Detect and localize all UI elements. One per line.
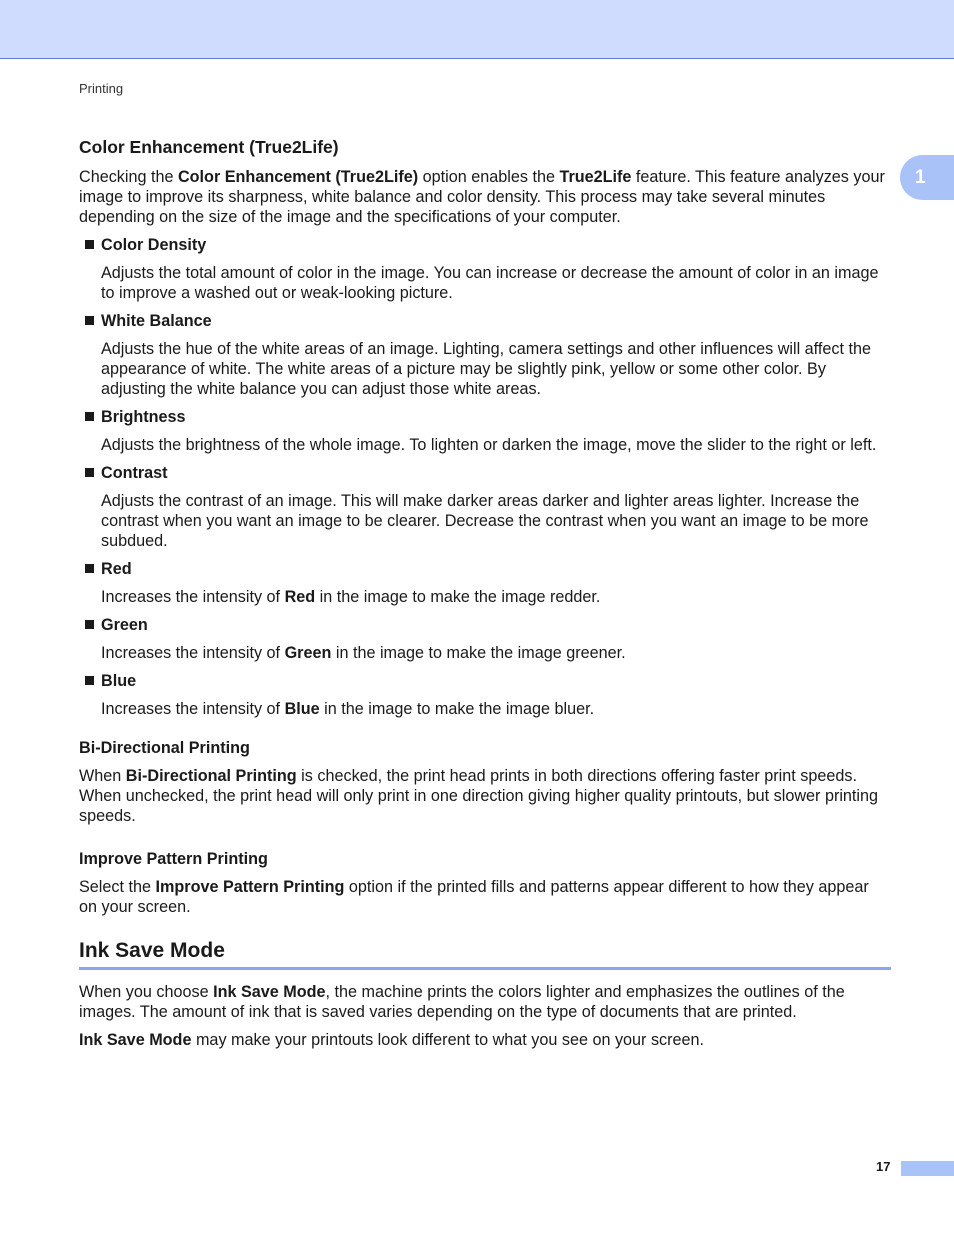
- text-run: Checking the: [79, 168, 178, 186]
- square-bullet-icon: [85, 468, 94, 477]
- bullet-body: Adjusts the brightness of the whole image. To lighten or darken the image, move the slider to the right or left.: [101, 436, 877, 454]
- bold-run: Ink Save Mode: [213, 983, 326, 1001]
- list-item-contrast: [79, 463, 891, 551]
- list-item-brightness: [79, 407, 891, 455]
- list-item-green: [79, 615, 891, 663]
- text-run: in the image to make the image redder.: [315, 588, 601, 606]
- header-band: [0, 0, 954, 59]
- text-run: Increases the intensity of: [101, 700, 285, 718]
- text-run: is checked, the print head prints in both directions offering faster print speeds. When unchecked, the print head will only print in one direction giving higher quality printouts, but slower printing speeds.: [79, 767, 879, 825]
- text-run: feature. This feature analyzes your image to improve its sharpness, white balance and color density. This process may take several minutes depending on the size of the image and the specifications of your computer.: [79, 168, 885, 226]
- enhancement-option-list: [79, 235, 891, 719]
- square-bullet-icon: [85, 676, 94, 685]
- ink-save-paragraph-2: [79, 1030, 891, 1050]
- bold-run: Red: [284, 588, 316, 606]
- page-content: [79, 136, 891, 1050]
- list-item-white-balance: [79, 311, 891, 399]
- bold-run: Improve Pattern Printing: [155, 878, 345, 896]
- text-run: When: [79, 767, 126, 785]
- text-run: Increases the intensity of: [101, 644, 285, 662]
- bullet-title-text: Red: [101, 560, 132, 578]
- heading-rule: [79, 938, 891, 970]
- bold-run: Blue: [284, 700, 320, 718]
- running-head: Printing: [79, 81, 124, 96]
- spacer: [79, 727, 891, 738]
- bullet-title-text: White Balance: [101, 312, 212, 330]
- list-item-color-density: [79, 235, 891, 303]
- spacer: [79, 917, 891, 938]
- bullet-body: [79, 699, 891, 719]
- bullet-title-text: Contrast: [101, 464, 168, 482]
- bullet-title: [79, 463, 891, 483]
- text-run: option enables the: [418, 168, 560, 186]
- bi-directional-paragraph: [79, 766, 891, 826]
- bullet-title: [79, 559, 891, 579]
- page-number: 17: [876, 1159, 891, 1174]
- bullet-body: [79, 587, 891, 607]
- square-bullet-icon: [85, 412, 94, 421]
- bullet-body: Adjusts the contrast of an image. This will make darker areas darker and lighter areas lighter. Increase the contrast when you want an image to be clearer. Decrease the contrast when you want an image to be more subdued.: [101, 492, 869, 550]
- footer-tab: [901, 1161, 954, 1176]
- text-run: Increases the intensity of: [101, 588, 285, 606]
- spacer: [79, 1022, 891, 1030]
- bold-run: Ink Save Mode: [79, 1031, 192, 1049]
- text-run: in the image to make the image greener.: [331, 644, 626, 662]
- square-bullet-icon: [85, 316, 94, 325]
- text-run: may make your printouts look different to what you see on your screen.: [191, 1031, 705, 1049]
- ink-save-paragraph-1: [79, 982, 891, 1022]
- list-item-red: [79, 559, 891, 607]
- improve-pattern-paragraph: [79, 877, 891, 917]
- section-heading-improve-pattern: Improve Pattern Printing: [79, 850, 268, 868]
- bold-run: Bi-Directional Printing: [125, 767, 297, 785]
- list-item-blue: [79, 671, 891, 719]
- bullet-title: [79, 615, 891, 635]
- spacer: [79, 826, 891, 849]
- color-enhancement-intro: [79, 167, 891, 227]
- bold-run: Green: [284, 644, 332, 662]
- square-bullet-icon: [85, 564, 94, 573]
- square-bullet-icon: [85, 240, 94, 249]
- bold-run: True2Life: [559, 168, 632, 186]
- text-run: option if the printed fills and patterns appear different to how they appear on your screen.: [79, 878, 869, 916]
- text-run: in the image to make the image bluer.: [319, 700, 595, 718]
- section-heading-color-enhancement: Color Enhancement (True2Life): [79, 137, 339, 157]
- bullet-title: [79, 235, 891, 255]
- text-run: Select the: [79, 878, 156, 896]
- bullet-title-text: Brightness: [101, 408, 186, 426]
- bullet-body: [79, 643, 891, 663]
- text-run: , the machine prints the colors lighter and emphasizes the outlines of the images. The amount of ink that is saved varies depending on the type of documents that are printed.: [79, 983, 845, 1021]
- bullet-title-text: Blue: [101, 672, 137, 690]
- bullet-body: Adjusts the hue of the white areas of an image. Lighting, camera settings and other influences will affect the appearance of white. The white areas of a picture may be slightly pink, yellow or some other color. By adjusting the white balance you can adjust those white areas.: [101, 340, 871, 398]
- square-bullet-icon: [85, 620, 94, 629]
- bullet-body: Adjusts the total amount of color in the image. You can increase or decrease the amount of color in an image to improve a washed out or weak-looking picture.: [101, 264, 879, 302]
- chapter-tab: 1: [900, 155, 954, 200]
- bold-run: Color Enhancement (True2Life): [177, 168, 419, 186]
- bullet-title-text: Color Density: [101, 236, 207, 254]
- bullet-title-text: Green: [101, 616, 148, 634]
- bullet-title: [79, 311, 891, 331]
- section-heading-bi-directional: Bi-Directional Printing: [79, 739, 250, 757]
- bullet-title: [79, 671, 891, 691]
- section-heading-ink-save-mode: Ink Save Mode: [79, 939, 225, 962]
- bullet-title: [79, 407, 891, 427]
- text-run: When you choose: [79, 983, 214, 1001]
